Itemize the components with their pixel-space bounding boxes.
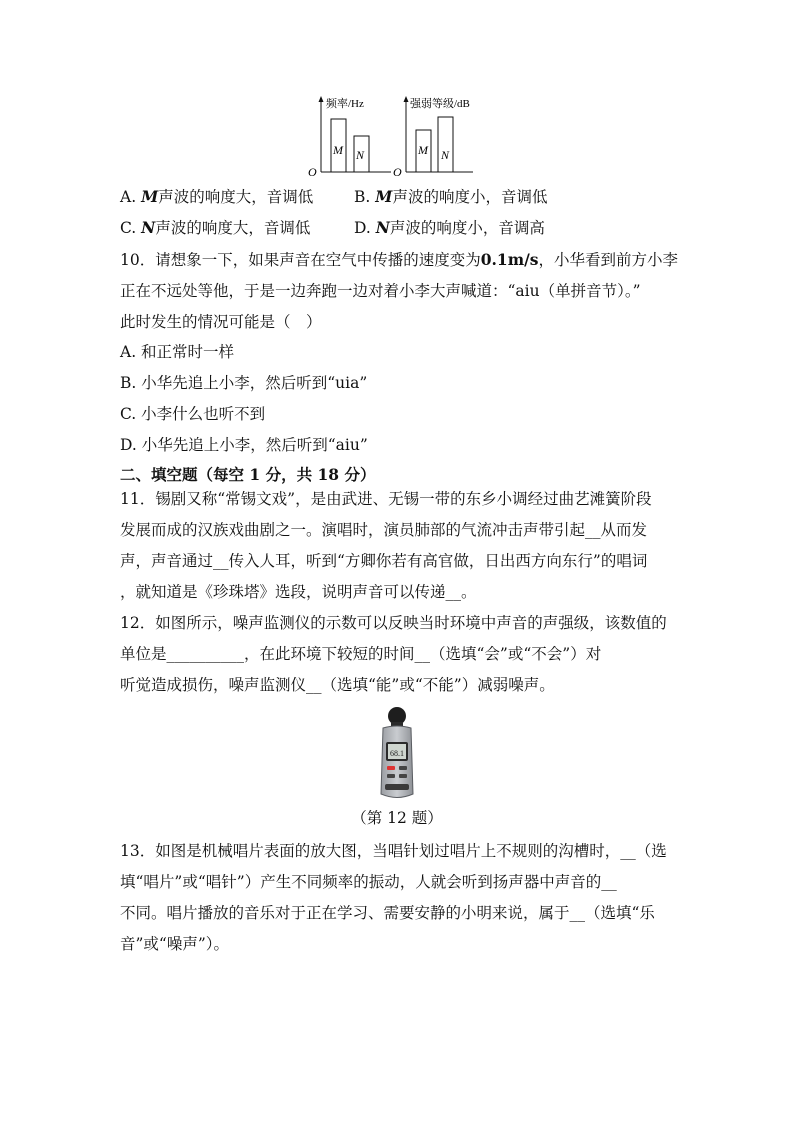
- q9-option-a: A. M声波的响度大，音调低: [120, 187, 314, 206]
- q12-line-1: 12．如图所示，噪声监测仪的示数可以反映当时环境中声音的声强级，该数值的: [120, 614, 667, 632]
- meter-button-4: [399, 774, 407, 778]
- right-y-arrow: [404, 96, 409, 102]
- right-bar-n-label: N: [441, 148, 450, 162]
- q11-line-2: 发展而成的汉族戏曲剧之一。演唱时，演员肺部的气流冲击声带引起__从而发: [120, 521, 648, 539]
- q13-line-1: 13．如图是机械唱片表面的放大图，当唱针划过唱片上不规则的沟槽时，__（选: [120, 842, 667, 860]
- meter-button-2: [399, 766, 407, 770]
- q10-line-2: 正在不远处等他，于是一边奔跑一边对着小李大声喊道：“aiu（单拼音节）。”: [120, 282, 641, 300]
- q10-option-c: C. 小李什么也听不到: [120, 405, 266, 423]
- q12-line-2: 单位是__________，在此环境下较短的时间__（选填“会”或“不会”）对: [120, 645, 602, 663]
- left-origin: O: [308, 165, 317, 177]
- q10-speed: 0.1m/s: [480, 250, 539, 269]
- q13-line-2: 填“唱片”或“唱针”）产生不同频率的振动，人就会听到扬声器中声音的__: [120, 873, 617, 891]
- left-bar-m-label: M: [333, 143, 343, 157]
- q10-line-1: 10．请想象一下，如果声音在空气中传播的速度变为0.1m/s，小华看到前方小李: [120, 250, 679, 269]
- q12-line-3: 听觉造成损伤，噪声监测仪__（选填“能”或“不能”）减弱噪声。: [120, 676, 555, 694]
- q11-line-1: 11．锡剧又称“常锡文戏”，是由武进、无锡一带的东乡小调经过曲艺滩簧阶段: [120, 490, 652, 508]
- meter-reading: 68.1: [390, 749, 404, 758]
- meter-bottom: [385, 784, 409, 790]
- q11-line-4: ，就知道是《珍珠塔》选段，说明声音可以传递__。: [120, 583, 477, 601]
- q9-option-d: D. N声波的响度小，音调高: [354, 218, 545, 237]
- left-y-arrow: [319, 96, 324, 102]
- q9-option-c: C. N声波的响度大，音调低: [120, 218, 311, 237]
- section-2-title: 二、填空题（每空 1 分，共 18 分）: [120, 465, 376, 484]
- meter-button-3: [387, 774, 395, 778]
- left-bar-n-label: N: [356, 148, 365, 162]
- noise-meter-image: [375, 706, 419, 802]
- q10-option-d: D. 小华先追上小李，然后听到“aiu”: [120, 436, 368, 454]
- q10-line-3: 此时发生的情况可能是（ ）: [120, 313, 322, 331]
- meter-button-1: [387, 766, 395, 770]
- left-ylabel: 频率/Hz: [326, 98, 364, 110]
- q9-option-b: B. M声波的响度小，音调低: [354, 187, 548, 206]
- q10-option-b: B. 小华先追上小李，然后听到“uia”: [120, 374, 368, 392]
- q12-figure-caption: （第 12 题）: [351, 809, 443, 827]
- right-bar-n: [438, 117, 453, 172]
- right-bar-m-label: M: [418, 143, 428, 157]
- right-origin: O: [393, 165, 402, 177]
- q10-option-a: A. 和正常时一样: [120, 343, 235, 361]
- q13-line-4: 音”或“噪声”）。: [120, 935, 230, 953]
- bar-charts-figure: [305, 92, 475, 177]
- q11-line-3: 声，声音通过__传入人耳，听到“方卿你若有高官做，日出西方向东行”的唱词: [120, 552, 648, 570]
- q13-line-3: 不同。唱片播放的音乐对于正在学习、需要安静的小明来说，属于__（选填“乐: [120, 904, 655, 922]
- right-ylabel: 强弱等级/dB: [410, 98, 470, 110]
